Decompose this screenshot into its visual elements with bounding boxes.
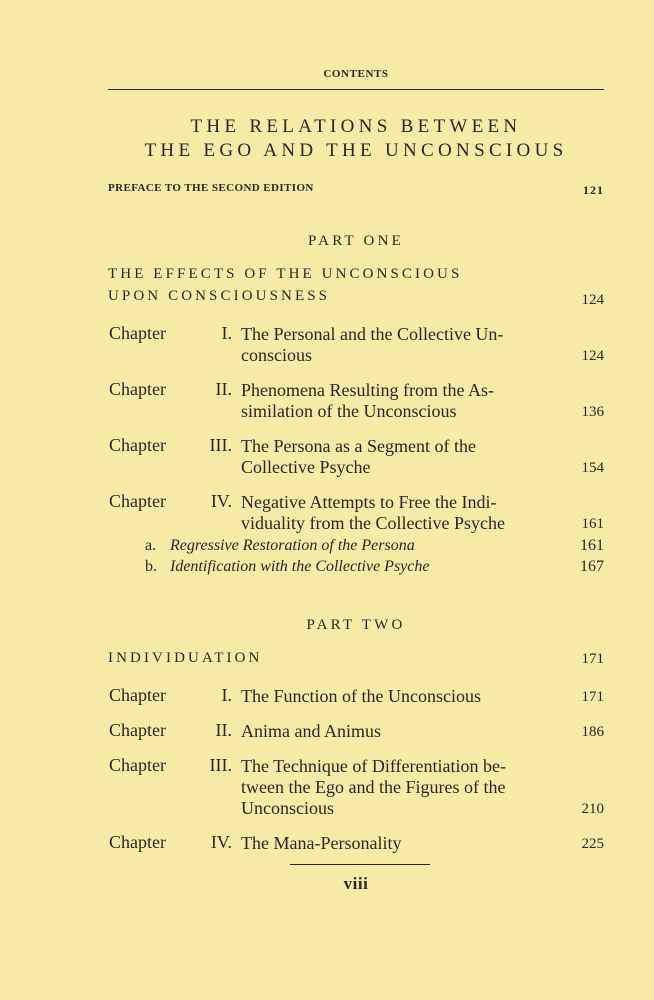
chapter-number: IV.: [210, 832, 232, 852]
chapter-title-line: Collective Psyche: [241, 457, 371, 477]
chapter-title: [241, 833, 401, 854]
chapter-title-line: viduality from the Collective Psyche: [241, 513, 505, 533]
subsection-page: 161: [580, 537, 604, 554]
chapter-number: III.: [209, 435, 232, 455]
chapter-title-line: Negative Attempts to Free the Indi-: [241, 492, 497, 512]
chapter-title: [241, 756, 506, 819]
chapter-word: Chapter: [109, 720, 166, 740]
part-two-section-page: 171: [581, 651, 604, 667]
subsection-page: 167: [580, 558, 604, 575]
chapter-number: II.: [215, 720, 232, 740]
chapter-title-line: The Function of the Unconscious: [241, 686, 481, 706]
page-number: viii: [343, 874, 369, 893]
chapter-word: Chapter: [109, 379, 166, 399]
part-two-heading: PART TWO: [306, 617, 406, 633]
chapter-number: IV.: [210, 491, 232, 511]
subsection-letter: b.: [145, 558, 157, 575]
chapter-title: [241, 324, 503, 366]
chapter-number: III.: [209, 755, 232, 775]
subsection-title: Regressive Restoration of the Persona: [170, 537, 415, 554]
running-head: CONTENTS: [323, 68, 389, 80]
chapter-title: [241, 492, 505, 534]
chapter-number: I.: [221, 685, 232, 705]
subsection-letter: a.: [145, 537, 157, 554]
part-one-section-page: 124: [581, 292, 604, 308]
chapter-number: I.: [221, 323, 232, 343]
chapter-title-line: The Mana-Personality: [241, 833, 402, 853]
chapter-title: [241, 380, 494, 422]
subsection-title: Identification with the Collective Psyche: [170, 558, 430, 575]
chapter-word: Chapter: [109, 435, 166, 455]
chapter-title-line: The Personal and the Collective Un-: [241, 324, 504, 344]
preface-entry: PREFACE TO THE SECOND EDITION: [108, 182, 314, 194]
chapter-title-line: The Persona as a Segment of the: [241, 436, 476, 456]
chapter-page: 171: [581, 689, 604, 705]
chapter-page: 186: [581, 724, 604, 740]
chapter-title: [241, 436, 476, 478]
top-rule: [108, 89, 604, 90]
book-title-line-2: THE EGO AND THE UNCONSCIOUS: [144, 140, 568, 161]
chapter-page: 124: [581, 348, 604, 364]
chapter-title-line: tween the Ego and the Figures of the: [241, 777, 506, 797]
chapter-word: Chapter: [109, 685, 166, 705]
chapter-word: Chapter: [109, 323, 166, 343]
chapter-title-line: Unconscious: [241, 798, 334, 818]
chapter-number: II.: [215, 379, 232, 399]
chapter-title: [241, 721, 381, 742]
part-two-section-line-1: INDIVIDUATION: [108, 650, 263, 666]
chapter-title-line: similation of the Unconscious: [241, 401, 457, 421]
chapter-page: 136: [581, 404, 604, 420]
preface-page: 121: [583, 183, 604, 197]
chapter-title-line: Anima and Animus: [241, 721, 381, 741]
chapter-word: Chapter: [109, 491, 166, 511]
chapter-word: Chapter: [109, 755, 166, 775]
chapter-page: 225: [581, 836, 604, 852]
chapter-title-line: The Technique of Differentiation be-: [241, 756, 506, 776]
chapter-title: [241, 686, 481, 707]
book-title-line-1: THE RELATIONS BETWEEN: [190, 116, 522, 137]
chapter-title-line: Phenomena Resulting from the As-: [241, 380, 494, 400]
chapter-page: 161: [581, 516, 604, 532]
part-one-heading: PART ONE: [308, 233, 404, 249]
part-one-section-line-1: THE EFFECTS OF THE UNCONSCIOUS: [108, 266, 463, 282]
bottom-rule: [290, 864, 430, 865]
chapter-title-line: conscious: [241, 345, 312, 365]
chapter-word: Chapter: [109, 832, 166, 852]
chapter-page: 154: [581, 460, 604, 476]
chapter-page: 210: [581, 801, 604, 817]
part-one-section-line-2: UPON CONSCIOUSNESS: [108, 288, 331, 304]
